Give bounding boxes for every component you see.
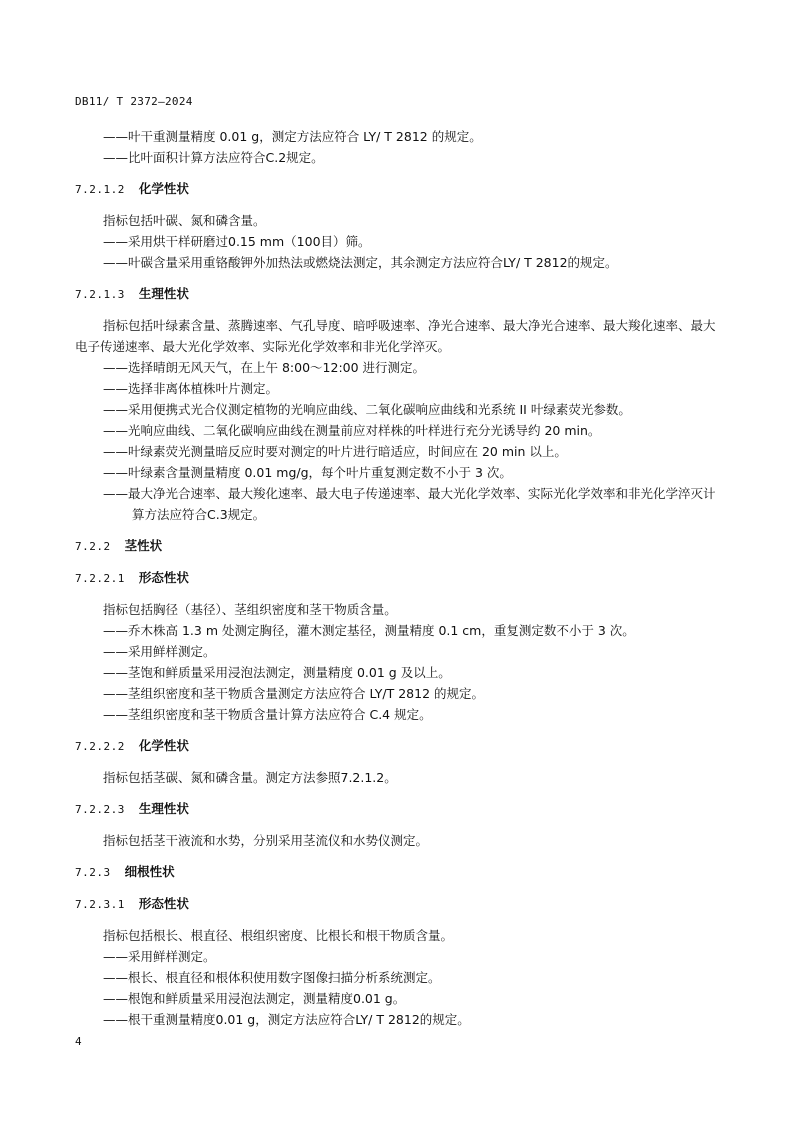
list-item: ——选择晴朗无风天气，在上午 8:00～12:00 进行测定。	[103, 360, 426, 375]
list-item: ——叶干重测量精度 0.01 g，测定方法应符合 LY/ T 2812 的规定。	[103, 129, 482, 144]
section-heading	[75, 735, 725, 757]
section-title: 生理性状	[138, 801, 189, 816]
document-body	[75, 126, 725, 1030]
section-number: 7.2.2.2	[75, 740, 125, 753]
section-heading	[75, 535, 725, 557]
document-code-header: DB11/ T 2372—2024	[75, 95, 193, 108]
list-item: ——根长、根直径和根体积使用数字图像扫描分析系统测定。	[103, 970, 441, 985]
paragraph: 指标包括胸径（基径）、茎组织密度和茎干物质含量。	[103, 602, 397, 617]
section-title: 化学性状	[138, 181, 189, 196]
list-item: ——茎饱和鲜质量采用浸泡法测定，测量精度 0.01 g 及以上。	[103, 665, 451, 680]
list-item: ——光响应曲线、二氧化碳响应曲线在测量前应对样株的叶样进行充分光诱导约 20 min。	[103, 423, 601, 438]
section-title: 茎性状	[124, 538, 163, 553]
page-number: 4	[75, 1035, 82, 1048]
list-item: ——选择非离体植株叶片测定。	[103, 381, 279, 396]
list-item: ——最大净光合速率、最大羧化速率、最大电子传递速率、最大光化学效率、实际光化学效率和非光化学淬灭计算方法应符合C.3规定。	[103, 486, 716, 522]
list-item: ——采用鲜样测定。	[103, 644, 216, 659]
section-number: 7.2.2.1	[75, 572, 125, 585]
paragraph: 指标包括茎干液流和水势，分别采用茎流仪和水势仪测定。	[103, 833, 429, 848]
paragraph: 指标包括茎碳、氮和磷含量。测定方法参照7.2.1.2。	[103, 770, 397, 785]
list-item: ——叶碳含量采用重铬酸钾外加热法或燃烧法测定，其余测定方法应符合LY/ T 2812的规定。	[103, 255, 618, 270]
list-item: ——茎组织密度和茎干物质含量计算方法应符合 C.4 规定。	[103, 707, 432, 722]
section-number: 7.2.3	[75, 866, 111, 879]
section-heading	[75, 798, 725, 820]
section-number: 7.2.1.3	[75, 288, 125, 301]
list-item: ——比叶面积计算方法应符合C.2规定。	[103, 150, 324, 165]
list-item: ——茎组织密度和茎干物质含量测定方法应符合 LY/T 2812 的规定。	[103, 686, 485, 701]
section-number: 7.2.3.1	[75, 898, 125, 911]
section-title: 形态性状	[138, 896, 189, 911]
section-heading	[75, 283, 725, 305]
list-item: ——乔木株高 1.3 m 处测定胸径，灌木测定基径，测量精度 0.1 cm，重复测定数不小于 3 次。	[103, 623, 635, 638]
paragraph: 指标包括叶绿素含量、蒸腾速率、气孔导度、暗呼吸速率、净光合速率、最大净光合速率、最大羧化速率、最大电子传递速率、最大光化学效率、实际光化学效率和非光化学淬灭。	[75, 318, 716, 354]
section-heading	[75, 861, 725, 883]
section-title: 化学性状	[138, 738, 189, 753]
paragraph: 指标包括叶碳、氮和磷含量。	[103, 213, 266, 228]
section-heading	[75, 567, 725, 589]
list-item: ——叶绿素含量测量精度 0.01 mg/g，每个叶片重复测定数不小于 3 次。	[103, 465, 512, 480]
section-number: 7.2.2	[75, 540, 111, 553]
section-title: 生理性状	[138, 286, 189, 301]
list-item: ——根饱和鲜质量采用浸泡法测定，测量精度0.01 g。	[103, 991, 406, 1006]
list-item: ——采用烘干样研磨过0.15 mm（100目）筛。	[103, 234, 371, 249]
section-title: 细根性状	[124, 864, 175, 879]
section-title: 形态性状	[138, 570, 189, 585]
section-heading	[75, 178, 725, 200]
section-number: 7.2.2.3	[75, 803, 125, 816]
list-item: ——叶绿素荧光测量暗反应时要对测定的叶片进行暗适应，时间应在 20 min 以上。	[103, 444, 567, 459]
list-item: ——采用鲜样测定。	[103, 949, 216, 964]
section-heading	[75, 893, 725, 915]
paragraph: 指标包括根长、根直径、根组织密度、比根长和根干物质含量。	[103, 928, 454, 943]
list-item: ——根干重测量精度0.01 g，测定方法应符合LY/ T 2812的规定。	[103, 1012, 470, 1027]
list-item: ——采用便携式光合仪测定植物的光响应曲线、二氧化碳响应曲线和光系统 II 叶绿素荧光参数。	[103, 402, 631, 417]
section-number: 7.2.1.2	[75, 183, 125, 196]
